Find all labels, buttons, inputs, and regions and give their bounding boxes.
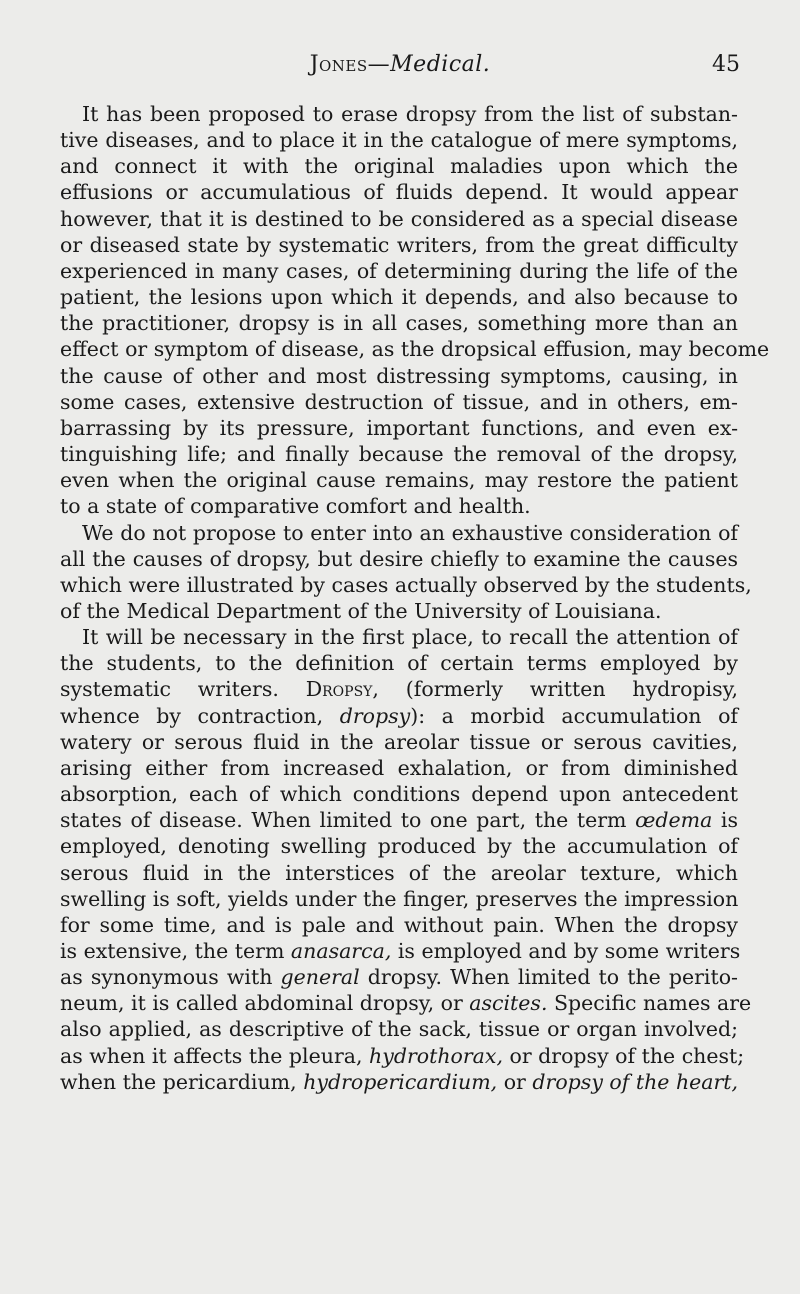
term-dropsy-of-heart: dropsy of the heart, (532, 1069, 739, 1094)
text-line: employed, denoting swelling produced by the accumulation of (60, 834, 738, 859)
running-head-author: Jones (309, 52, 368, 77)
text-line (60, 1069, 738, 1095)
term-dropsy-italic: dropsy (339, 703, 411, 728)
text-line: experienced in many cases, of determining during the life of the (60, 258, 738, 283)
text-fragment: Specific names are (554, 991, 752, 1016)
text-fragment: dropsy. When limited to the perito- (367, 965, 738, 990)
running-head (60, 52, 740, 77)
text-line: and connect it with the original maladies upon which the (60, 154, 738, 179)
term-hydrothorax: hydrothorax, (369, 1043, 503, 1068)
term-anasarca: anasarca, (290, 939, 392, 963)
text-line: tinguishing life; and finally because the removal of the dropsy, (60, 442, 738, 467)
text-line: effusions or accumulatious of fluids depend. It would appear (60, 180, 738, 205)
term-general: general (280, 965, 360, 990)
text-line: however, that it is destined to be considered as a special disease (60, 206, 738, 231)
text-line: even when the original cause remains, may restore the patient (60, 468, 738, 493)
text-fragment: states of disease. When limited to one part, the term (60, 808, 627, 833)
text-line: watery or serous fluid in the areolar tissue or serous cavities, (60, 729, 738, 754)
text-line: patient, the lesions upon which it depends, and also because to (60, 285, 738, 310)
term-hydropericardium: hydropericardium, (303, 1069, 498, 1094)
text-line (60, 703, 738, 729)
page-number: 45 (712, 52, 740, 77)
text-line: the cause of other and most distressing symptoms, causing, in (60, 363, 738, 388)
text-fragment: is (720, 808, 738, 833)
text-line: the practitioner, dropsy is in all cases, something more than an (60, 311, 738, 336)
text-line: all the causes of dropsy, but desire chiefly to examine the causes (60, 546, 738, 571)
body-text (60, 101, 770, 1095)
text-line (60, 964, 738, 990)
text-fragment: neum, it is called abdominal dropsy, or (60, 991, 463, 1016)
text-line: We do not propose to enter into an exhaustive consideration of (82, 520, 738, 545)
text-line (60, 990, 752, 1016)
text-fragment: as when it affects the pleura, (60, 1043, 363, 1068)
term-dropsy: Dropsy, (305, 677, 379, 702)
text-line: effect or symptom of disease, as the dropsical effusion, may become (60, 337, 770, 362)
text-line: arising either from increased exhalation, or from diminished (60, 755, 738, 780)
running-head-section: Medical. (390, 52, 491, 77)
text-fragment: is employed and by some writers (397, 939, 741, 963)
text-fragment: when the pericardium, (60, 1069, 297, 1094)
text-fragment: as synonymous with (60, 965, 273, 990)
text-fragment: or dropsy of the chest; (509, 1043, 745, 1068)
text-line (60, 938, 741, 964)
text-line: to a state of comparative comfort and health. (60, 494, 531, 519)
term-ascites: ascites. (469, 991, 548, 1016)
page-header (60, 52, 740, 82)
text-line: It will be necessary in the first place, to recall the attention of (82, 625, 738, 650)
text-fragment: is extensive, the term (60, 939, 285, 963)
text-line: also applied, as descriptive of the sack, tissue or organ involved; (60, 1017, 738, 1042)
text-line: of the Medical Department of the University of Louisiana. (60, 598, 662, 623)
text-line: or diseased state by systematic writers, from the great difficulty (60, 232, 738, 257)
term-oedema: œdema (635, 808, 713, 833)
text-line: which were illustrated by cases actually observed by the students, (60, 572, 752, 597)
text-fragment: ): a morbid accumulation of (410, 703, 738, 728)
text-line (60, 676, 738, 702)
text-fragment: or (503, 1069, 526, 1094)
text-line: for some time, and is pale and without pain. When the dropsy (60, 912, 738, 937)
text-line: serous fluid in the interstices of the areolar texture, which (60, 860, 738, 885)
text-line: the students, to the definition of certain terms employed by (60, 651, 738, 676)
text-fragment: systematic writers. (60, 677, 279, 702)
text-line (60, 807, 738, 833)
text-line (60, 1043, 745, 1069)
text-fragment: whence by contraction, (60, 703, 324, 728)
running-head-separator: — (367, 52, 391, 77)
text-line: absorption, each of which conditions depend upon antecedent (60, 782, 738, 807)
text-line: swelling is soft, yields under the finger, preserves the impression (60, 886, 739, 911)
text-line: barrassing by its pressure, important functions, and even ex- (60, 415, 738, 440)
text-line: It has been proposed to erase dropsy from the list of substan- (82, 102, 738, 126)
text-line: some cases, extensive destruction of tissue, and in others, em- (60, 389, 738, 414)
text-line: tive diseases, and to place it in the catalogue of mere symptoms, (60, 128, 738, 153)
text-fragment: (formerly written hydropisy, (405, 677, 738, 702)
